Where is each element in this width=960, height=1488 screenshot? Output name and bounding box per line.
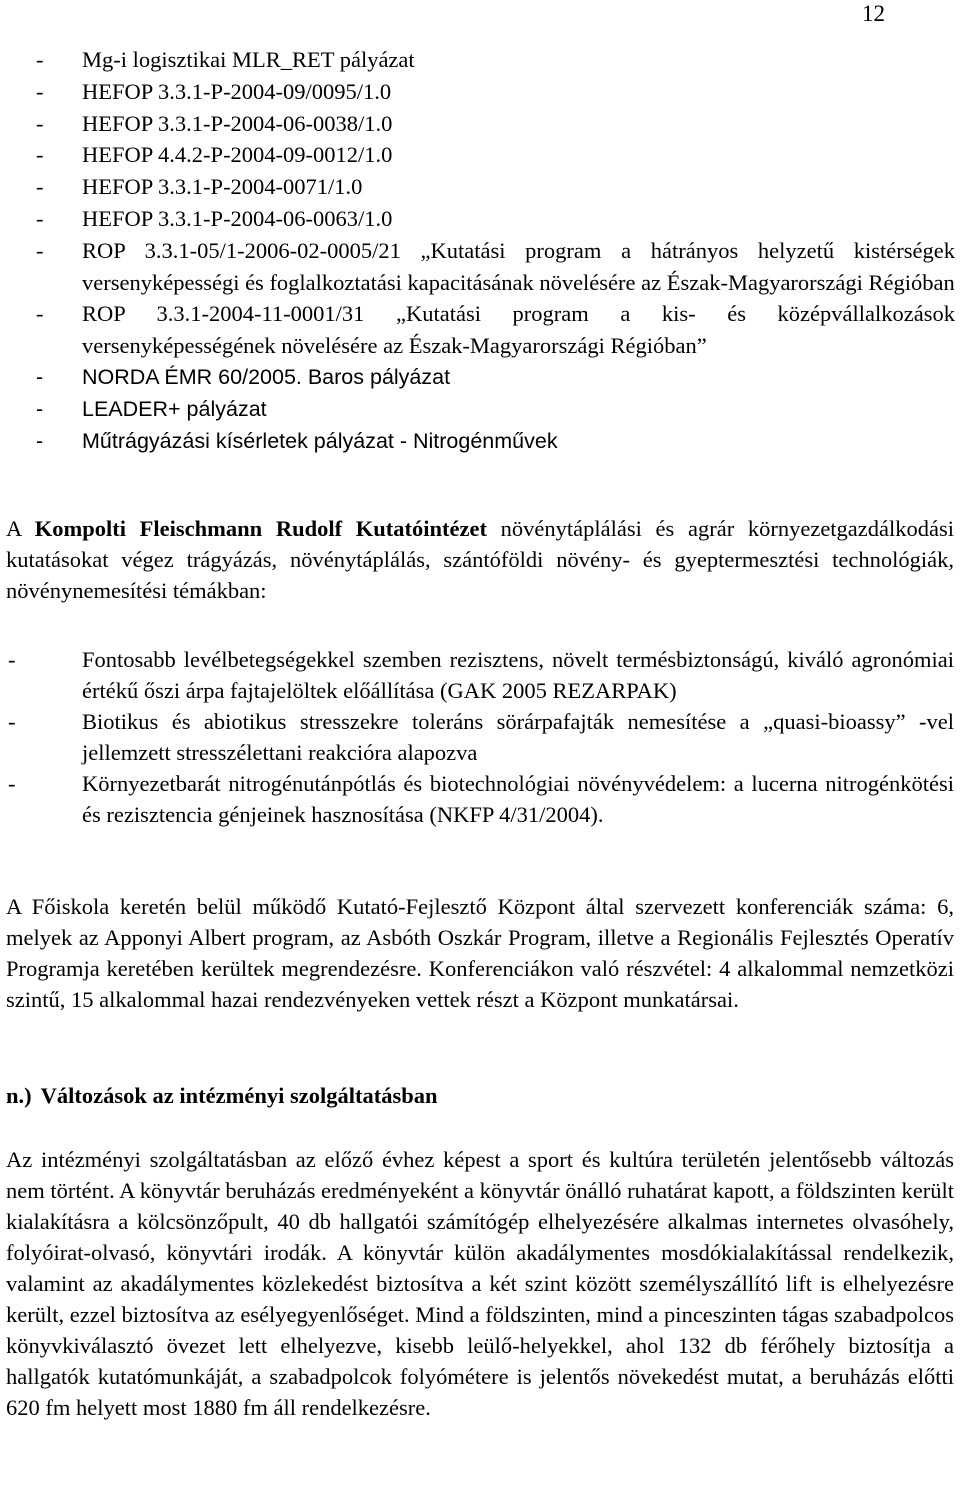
- list-item-text: NORDA ÉMR 60/2005. Baros pályázat: [82, 364, 451, 389]
- list-item: [0, 108, 960, 140]
- bullet-dash: -: [36, 301, 44, 327]
- list-item-text: HEFOP 3.3.1-P-2004-09/0095/1.0: [82, 78, 392, 104]
- list-item: [0, 394, 960, 426]
- bullet-dash: -: [36, 428, 44, 453]
- bullet-dash: -: [36, 47, 44, 72]
- list-item: [0, 298, 960, 362]
- list-item-text: Biotikus és abiotikus stresszekre toleráns sörárpafajták nemesítése a „quasi-bioassy” -vel jellemzett stresszélettani reakcióra alapozva: [82, 709, 954, 765]
- research-list: [0, 644, 960, 830]
- list-item: [0, 139, 960, 171]
- list-item-text: HEFOP 3.3.1-P-2004-0071/1.0: [82, 174, 363, 200]
- list-item: [0, 768, 960, 830]
- bullet-dash: -: [36, 110, 44, 136]
- list-item: [0, 76, 960, 108]
- list-item-text: ROP 3.3.1-2004-11-0001/31 „Kutatási program a kis- és középvállalkozások versenyképességének növelésére az Észak-Magyarországi Régióban”: [82, 301, 955, 359]
- bullet-dash: -: [8, 771, 16, 796]
- bullet-dash: -: [36, 142, 44, 168]
- conference-paragraph: A Főiskola keretén belül működő Kutató-Fejlesztő Központ által szervezett konferenciák száma: 6, melyek az Apponyi Albert program, az Asbóth Oszkár Program, illetve a Regionális Fejlesztés Operatív Programja keretében kerültek megrendezésre. Konferenciákon való részvétel: 4 alkalommal nemzetközi szintű, 15 alkalommal hazai rendezvényeken vettek részt a Központ munkatársai.: [6, 894, 954, 1012]
- list-item-text: HEFOP 4.4.2-P-2004-09-0012/1.0: [82, 142, 393, 168]
- list-item: [0, 426, 960, 458]
- section-heading: [6, 1080, 906, 1111]
- paragraph-lead: A: [6, 516, 22, 541]
- project-list: [0, 44, 960, 457]
- list-item: [0, 203, 960, 235]
- list-item: [0, 44, 960, 76]
- bullet-dash: -: [8, 709, 16, 734]
- section-number: n.): [6, 1083, 32, 1108]
- list-item-text: Műtrágyázási kísérletek pályázat - Nitrogénművek: [82, 428, 558, 453]
- page-number: 12: [862, 1, 885, 26]
- list-item: [0, 706, 960, 768]
- list-item-text: Fontosabb levélbetegségekkel szemben rezisztens, növelt termésbiztonságú, kiváló agronómiai értékű őszi árpa fajtajelöltek előállítása (GAK 2005 REZARPAK): [82, 647, 954, 703]
- paragraph-text: növénytáplálási és agrár környezetgazdálkodási kutatásokat végez trágyázás, növénytáplálás, szántóföldi növény- és gyeptermesztési technológiák, növénynemesítési témákban:: [6, 516, 955, 603]
- list-item: [0, 362, 960, 394]
- list-item-text: Mg-i logisztikai MLR_RET pályázat: [82, 47, 415, 72]
- bullet-dash: -: [36, 364, 44, 389]
- list-item-text: Környezetbarát nitrogénutánpótlás és biotechnológiai növényvédelem: a lucerna nitrogénkötési és rezisztencia génjeinek hasznosítása (NKFP 4/31/2004).: [82, 771, 954, 827]
- list-item-text: ROP 3.3.1-05/1-2006-02-0005/21 „Kutatási program a hátrányos helyzetű kistérségek versenyképességi és foglalkoztatási kapacitásának növelésére az Észak-Magyarországi Régióban: [82, 237, 955, 295]
- list-item: [0, 235, 960, 299]
- services-paragraph: Az intézményi szolgáltatásban az előző évhez képest a sport és kultúra területén jelentősebb változás nem történt. A könyvtár beruházás eredményeként a könyvtár önálló ruhatárat kapott, a földszinten került kialakításra a kölcsönzőpult, 40 db hallgatói számítógép elhelyezésére alkalmas internetes olvasóhely, folyóirat-olvasó, könyvtári irodák. A könyvtár külön akadálymentes mosdókialakítással rendelkezik, valamint az akadálymentes közlekedést biztosítva a két szint között személyszállító lift is elhelyezésre került, ezzel biztosítva az esélyegyenlőséget. Mind a földszinten, mind a pinceszinten tágas szabadpolcos könyvkiválasztó övezet lett elhelyezve, kisebb leülő-helyekkel, ahol 132 db férőhely biztosítja a hallgatók kutatómunkáját, a szabadpolcok folyómétere is jelentős növekedést mutat, a beruházás előtti 620 fm helyett most 1880 fm áll rendelkezésre.: [6, 1147, 954, 1420]
- bullet-dash: -: [36, 396, 44, 421]
- list-item-text: HEFOP 3.3.1-P-2004-06-0038/1.0: [82, 110, 393, 136]
- bullet-dash: -: [36, 78, 44, 104]
- list-item-text: HEFOP 3.3.1-P-2004-06-0063/1.0: [82, 205, 393, 231]
- bullet-dash: -: [36, 237, 44, 263]
- kompolti-paragraph: [6, 513, 954, 606]
- bullet-dash: -: [36, 205, 44, 231]
- list-item: [0, 644, 960, 706]
- bullet-dash: -: [8, 647, 16, 672]
- list-item-text: LEADER+ pályázat: [82, 396, 267, 421]
- section-title: Változások az intézményi szolgáltatásban: [40, 1083, 438, 1108]
- bullet-dash: -: [36, 174, 44, 200]
- list-item: [0, 171, 960, 203]
- institute-name: Kompolti Fleischmann Rudolf Kutatóintézet: [34, 516, 487, 541]
